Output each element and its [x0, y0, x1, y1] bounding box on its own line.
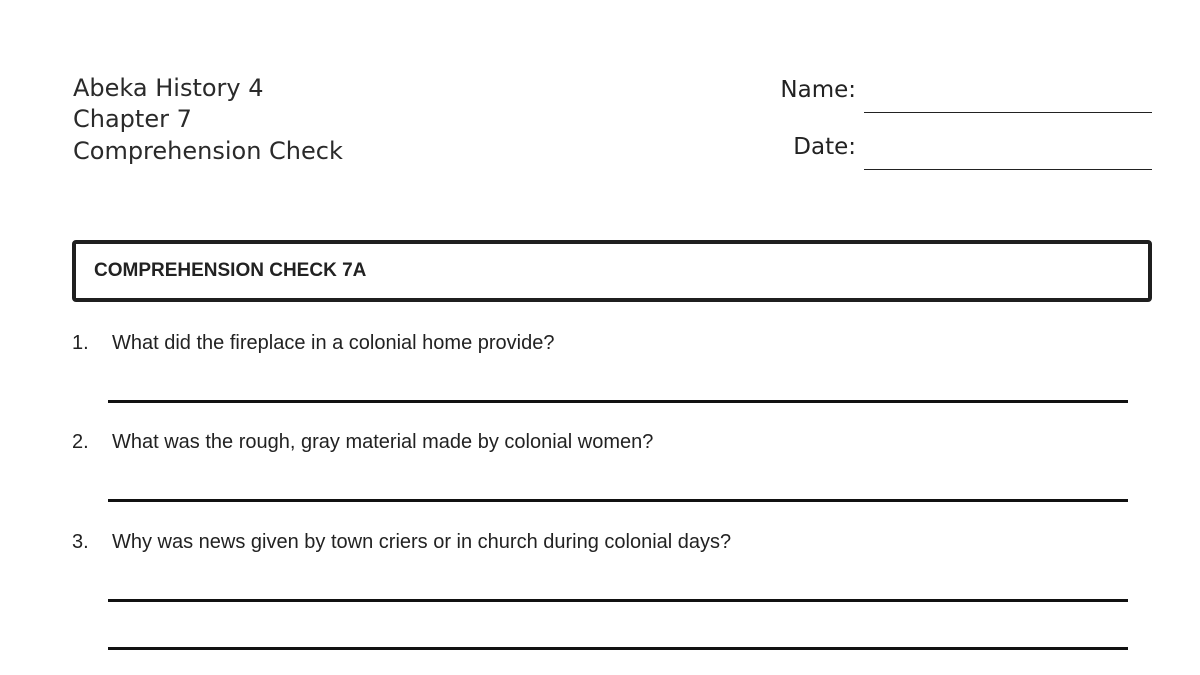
- name-label: Name:: [780, 77, 856, 103]
- question-number: 1.: [72, 332, 89, 354]
- question-text: What was the rough, gray material made by colonial women?: [112, 431, 654, 453]
- name-blank-line[interactable]: [864, 112, 1152, 113]
- chapter-title: Chapter 7: [73, 105, 192, 133]
- course-title: Abeka History 4: [73, 74, 264, 102]
- question-number: 2.: [72, 431, 89, 453]
- date-label: Date:: [793, 134, 856, 160]
- question-number: 3.: [72, 531, 89, 553]
- section-title: COMPREHENSION CHECK 7A: [94, 260, 367, 281]
- worksheet-title: Comprehension Check: [73, 137, 343, 165]
- question-text: Why was news given by town criers or in church during colonial days?: [112, 531, 732, 553]
- section-header-box: [72, 240, 1152, 302]
- date-blank-line[interactable]: [864, 169, 1152, 170]
- answer-line[interactable]: [108, 499, 1128, 502]
- answer-line[interactable]: [108, 400, 1128, 403]
- answer-line[interactable]: [108, 599, 1128, 602]
- answer-line[interactable]: [108, 647, 1128, 650]
- question-text: What did the fireplace in a colonial home provide?: [112, 332, 555, 354]
